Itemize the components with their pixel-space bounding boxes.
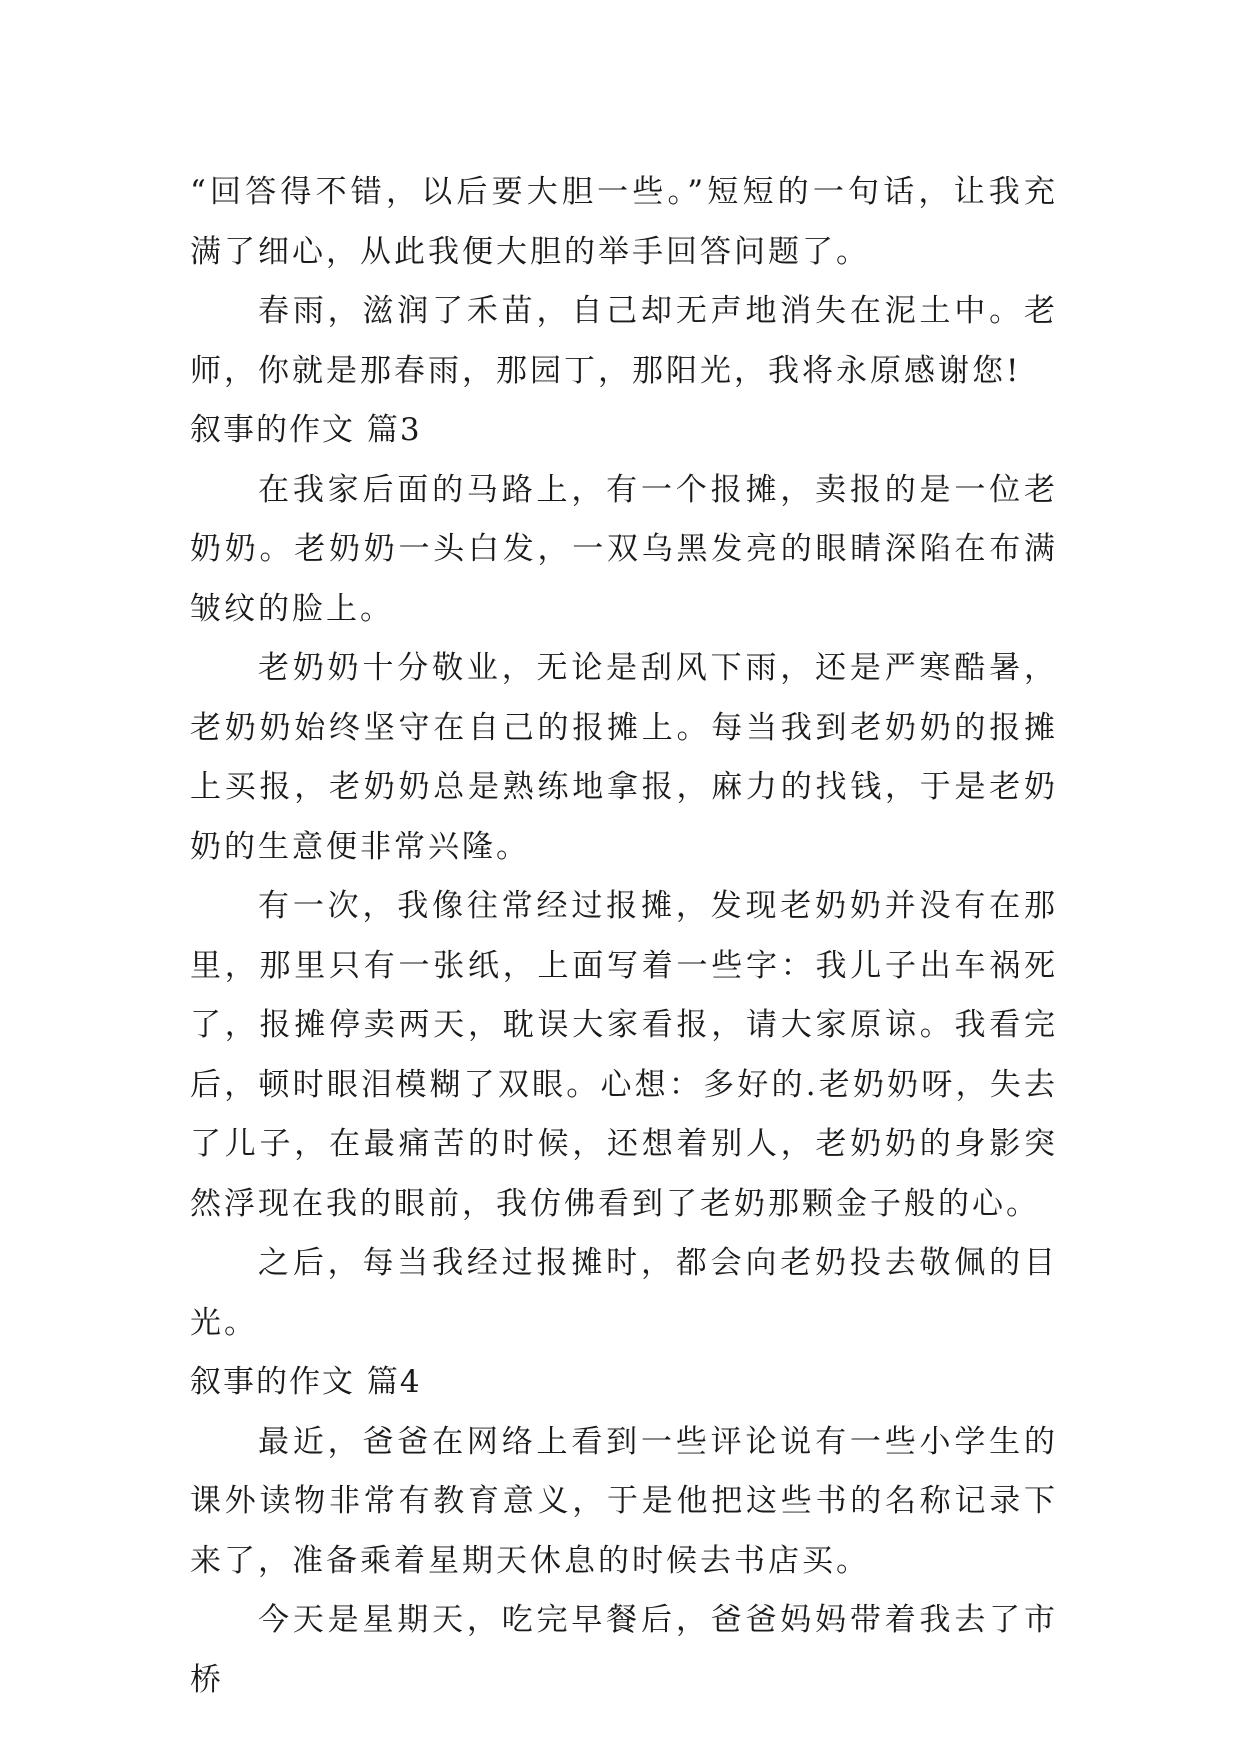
paragraph-grandma-dedication: 老奶奶十分敬业，无论是刮风下雨，还是严寒酷暑，老奶奶始终坚守在自己的报摊上。每当我到老奶奶的报摊上买报，老奶奶总是熟练地拿报，麻力的找钱，于是老奶奶的生意便非常兴隆。 [190,650,1058,865]
paragraph-sunday: 今天是星期天，吃完早餐后，爸爸妈妈带着我去了市桥 [190,1602,1058,1698]
section-heading-4: 叙事的作文 篇4 [190,1364,422,1400]
paragraph-spring-rain: 春雨，滋润了禾苗，自己却无声地消失在泥土中。老师，你就是那春雨，那园丁，那阳光，我将永原感谢您! [190,293,1058,389]
paragraph-answer-praise: “回答得不错，以后要大胆一些。”短短的一句话，让我充满了细心，从此我便大胆的举手回答问题了。 [190,174,1058,270]
paragraph-note-on-stand: 有一次，我像往常经过报摊，发现老奶奶并没有在那里，那里只有一张纸，上面写着一些字：我儿子出车祸死了，报摊停卖两天，耽误大家看报，请大家原谅。我看完后，顿时眼泪模糊了双眼。心想：多好的.老奶奶呀，失去了儿子，在最痛苦的时候，还想着别人，老奶奶的身影突然浮现在我的眼前，我仿佛看到了老奶那颗金子般的心。 [190,888,1058,1222]
section-heading-3: 叙事的作文 篇3 [190,412,422,448]
document-body [190,163,1058,1710]
paragraph-admiration: 之后，每当我经过报摊时，都会向老奶投去敬佩的目光。 [190,1245,1058,1341]
paragraph-newsstand-intro: 在我家后面的马路上，有一个报摊，卖报的是一位老奶奶。老奶奶一头白发，一双乌黑发亮的眼睛深陷在布满皱纹的脸上。 [190,471,1058,627]
paragraph-books-online: 最近，爸爸在网络上看到一些评论说有一些小学生的课外读物非常有教育意义，于是他把这些书的名称记录下来了，准备乘着星期天休息的时候去书店买。 [190,1423,1058,1579]
